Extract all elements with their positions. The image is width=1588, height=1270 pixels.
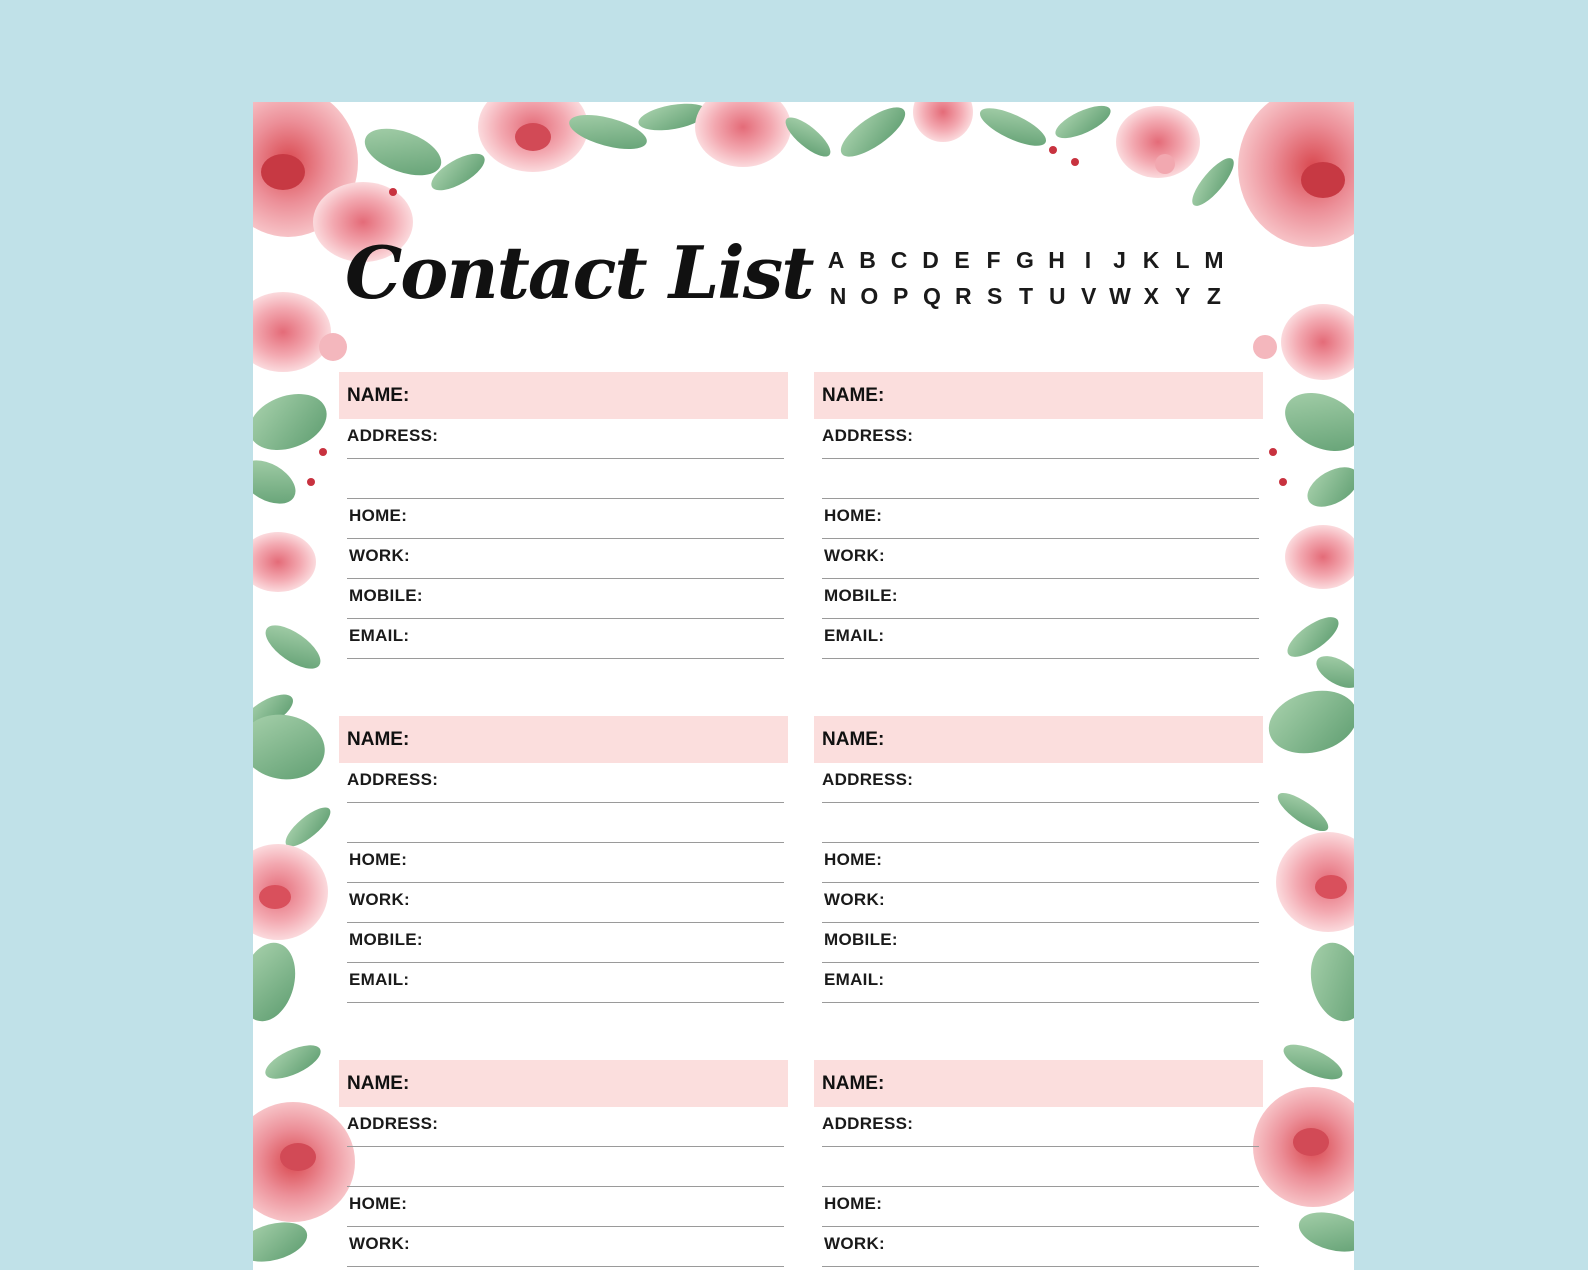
home-phone-field[interactable] <box>822 843 1259 883</box>
address-field[interactable] <box>347 1107 784 1147</box>
letter-tab[interactable]: U <box>1048 282 1066 309</box>
mobile-phone-field[interactable] <box>822 579 1259 619</box>
letter-tab[interactable]: Z <box>1206 282 1221 309</box>
address-line-2-field[interactable] <box>347 803 784 843</box>
work-phone-field[interactable] <box>347 1227 784 1267</box>
work-label: WORK: <box>349 1233 410 1253</box>
name-label: NAME: <box>347 1072 410 1094</box>
name-field[interactable] <box>339 716 788 763</box>
email-field[interactable] <box>347 963 784 1003</box>
letter-tab[interactable]: C <box>890 246 908 273</box>
letter-tab[interactable]: B <box>859 246 876 273</box>
contact-card <box>814 1060 1263 1267</box>
address-label: ADDRESS: <box>822 425 914 445</box>
right-floral-column <box>1253 304 1354 1258</box>
home-phone-field[interactable] <box>822 1187 1259 1227</box>
address-field[interactable] <box>347 419 784 459</box>
name-field[interactable] <box>814 1060 1263 1107</box>
letter-tab[interactable]: G <box>1016 246 1034 273</box>
work-label: WORK: <box>824 889 885 909</box>
address-line-2-field[interactable] <box>347 1147 784 1187</box>
letter-tab[interactable]: D <box>922 246 939 273</box>
address-field[interactable] <box>822 763 1259 803</box>
mobile-phone-field[interactable] <box>347 923 784 963</box>
name-label: NAME: <box>822 1072 885 1094</box>
work-label: WORK: <box>349 545 410 565</box>
work-phone-field[interactable] <box>822 883 1259 923</box>
email-label: EMAIL: <box>824 969 885 989</box>
address-field[interactable] <box>822 419 1259 459</box>
home-label: HOME: <box>349 849 408 869</box>
mobile-phone-field[interactable] <box>347 579 784 619</box>
address-label: ADDRESS: <box>822 1113 914 1133</box>
page-title: Contact List <box>345 230 813 315</box>
address-line-2-field[interactable] <box>822 459 1259 499</box>
address-label: ADDRESS: <box>347 425 439 445</box>
home-label: HOME: <box>824 1193 883 1213</box>
alphabet-row-n-z <box>825 278 1225 314</box>
home-phone-field[interactable] <box>347 843 784 883</box>
letter-tab[interactable]: P <box>892 282 909 309</box>
mobile-label: MOBILE: <box>824 929 898 949</box>
mobile-label: MOBILE: <box>349 585 423 605</box>
contact-card <box>814 716 1263 1003</box>
email-field[interactable] <box>822 619 1259 659</box>
address-line-2-field[interactable] <box>347 459 784 499</box>
home-label: HOME: <box>349 505 408 525</box>
letter-tab[interactable]: Y <box>1174 282 1191 309</box>
name-field[interactable] <box>339 372 788 419</box>
contact-list-sheet <box>253 102 1354 1270</box>
home-label: HOME: <box>824 849 883 869</box>
email-label: EMAIL: <box>349 625 410 645</box>
mobile-label: MOBILE: <box>824 585 898 605</box>
name-label: NAME: <box>822 384 885 406</box>
letter-tab[interactable]: V <box>1080 282 1097 309</box>
work-phone-field[interactable] <box>347 883 784 923</box>
home-phone-field[interactable] <box>347 499 784 539</box>
work-label: WORK: <box>824 545 885 565</box>
letter-tab[interactable]: Q <box>923 282 941 309</box>
name-field[interactable] <box>339 1060 788 1107</box>
home-phone-field[interactable] <box>347 1187 784 1227</box>
contact-card <box>339 372 788 659</box>
letter-tab[interactable]: I <box>1084 246 1092 273</box>
home-label: HOME: <box>824 505 883 525</box>
letter-tab[interactable]: M <box>1204 246 1224 273</box>
letter-tab[interactable]: N <box>829 282 847 309</box>
contact-card <box>814 372 1263 659</box>
contact-card <box>339 716 788 1003</box>
letter-tab[interactable]: T <box>1018 282 1033 309</box>
alphabet-index <box>825 242 1225 314</box>
email-field[interactable] <box>347 619 784 659</box>
letter-tab[interactable]: W <box>1109 282 1131 309</box>
address-line-2-field[interactable] <box>822 1147 1259 1187</box>
mobile-phone-field[interactable] <box>822 923 1259 963</box>
name-label: NAME: <box>822 728 885 750</box>
name-label: NAME: <box>347 384 410 406</box>
home-phone-field[interactable] <box>822 499 1259 539</box>
address-line-2-field[interactable] <box>822 803 1259 843</box>
address-field[interactable] <box>347 763 784 803</box>
letter-tab[interactable]: J <box>1113 246 1126 273</box>
work-phone-field[interactable] <box>822 1227 1259 1267</box>
home-label: HOME: <box>349 1193 408 1213</box>
address-field[interactable] <box>822 1107 1259 1147</box>
letter-tab[interactable]: K <box>1142 246 1160 273</box>
letter-tab[interactable]: H <box>1048 246 1065 273</box>
mobile-label: MOBILE: <box>349 929 423 949</box>
address-label: ADDRESS: <box>347 1113 439 1133</box>
alphabet-row-a-m <box>825 242 1225 278</box>
email-field[interactable] <box>822 963 1259 1003</box>
name-field[interactable] <box>814 716 1263 763</box>
work-phone-field[interactable] <box>822 539 1259 579</box>
name-field[interactable] <box>814 372 1263 419</box>
work-label: WORK: <box>349 889 410 909</box>
work-phone-field[interactable] <box>347 539 784 579</box>
address-label: ADDRESS: <box>347 769 439 789</box>
letter-tab[interactable]: E <box>954 246 970 273</box>
name-label: NAME: <box>347 728 410 750</box>
letter-tab[interactable]: L <box>1175 246 1190 273</box>
work-label: WORK: <box>824 1233 885 1253</box>
contact-card <box>339 1060 788 1267</box>
letter-tab[interactable]: A <box>827 246 845 273</box>
letter-tab[interactable]: S <box>986 282 1003 309</box>
email-label: EMAIL: <box>349 969 410 989</box>
letter-tab[interactable]: F <box>986 246 1001 273</box>
letter-tab[interactable]: R <box>955 282 972 309</box>
address-label: ADDRESS: <box>822 769 914 789</box>
letter-tab[interactable]: X <box>1143 282 1159 309</box>
email-label: EMAIL: <box>824 625 885 645</box>
letter-tab[interactable]: O <box>860 282 879 309</box>
